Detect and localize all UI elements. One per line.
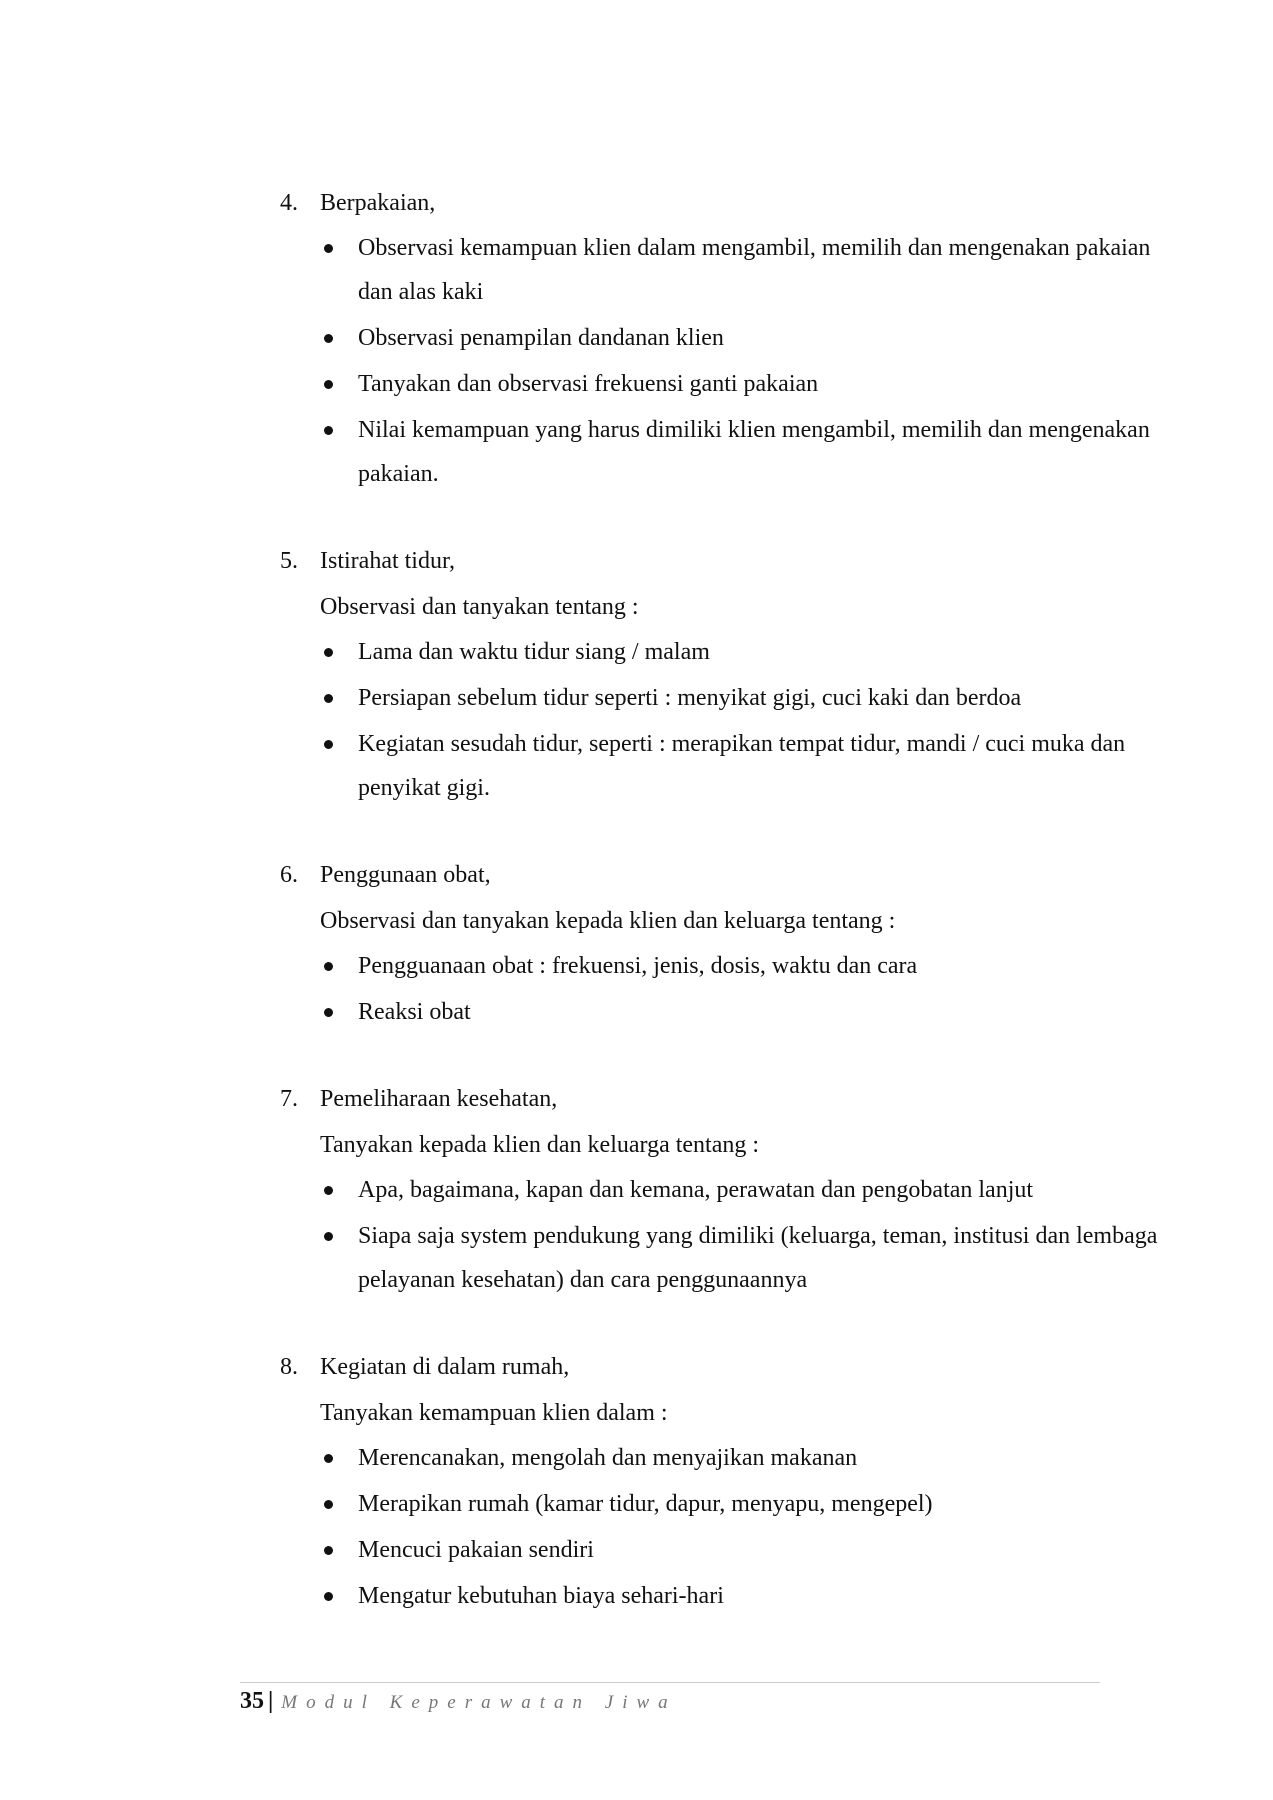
bullet-icon [324,1546,333,1555]
bullet-item [320,316,1160,360]
bullet-icon [324,1186,333,1195]
section-number: 5. [280,548,298,574]
bullet-icon [324,1232,333,1241]
bullet-text: Reaksi obat [358,999,471,1025]
bullet-list [280,1436,1160,1618]
bullet-text: Nilai kemampuan yang harus dimiliki klien mengambil, memilih dan mengenakan pakaian. [358,417,1150,487]
bullet-text: Merencanakan, mengolah dan menyajikan makanan [358,1445,858,1471]
bullet-text: Apa, bagaimana, kapan dan kemana, perawatan dan pengobatan lanjut [358,1177,1034,1203]
bullet-text: Mengatur kebutuhan biaya sehari-hari [358,1583,724,1609]
bullet-icon [324,1454,333,1463]
section-4 [280,1076,1160,1302]
section-heading [280,1344,1160,1390]
section-1 [280,180,1160,496]
bullet-list [280,226,1160,496]
bullet-text: Observasi kemampuan klien dalam mengambil, memilih dan mengenakan pakaian dan alas kaki [358,235,1151,305]
bullet-icon [324,426,333,435]
bullet-item [320,676,1160,720]
bullet-item [320,408,1160,496]
section-title: Istirahat tidur, [320,548,455,574]
section-intro: Tanyakan kepada klien dan keluarga tentang : [320,1132,760,1158]
footer-title: Modul Keperawatan Jiwa [281,1692,677,1713]
bullet-icon [324,1500,333,1509]
footer-separator: | [268,1688,274,1714]
bullet-item [320,362,1160,406]
section-3 [280,852,1160,1034]
section-intro: Observasi dan tanyakan tentang : [320,594,639,620]
bullet-list [280,1168,1160,1302]
bullet-item [320,630,1160,674]
section-title: Pemeliharaan kesehatan, [320,1086,558,1112]
page-footer [240,1688,677,1715]
section-title: Penggunaan obat, [320,862,491,888]
section-number: 7. [280,1086,298,1112]
page-number: 35 [240,1688,264,1714]
section-2 [280,538,1160,810]
bullet-item [320,1574,1160,1618]
section-title: Berpakaian, [320,190,436,216]
bullet-text: Kegiatan sesudah tidur, seperti : merapikan tempat tidur, mandi / cuci muka dan penyikat gigi. [358,731,1126,801]
bullet-icon [324,740,333,749]
bullet-icon [324,648,333,657]
bullet-item [320,944,1160,988]
bullet-item [320,1436,1160,1480]
section-heading [280,180,1160,226]
bullet-text: Siapa saja system pendukung yang dimiliki (keluarga, teman, institusi dan lembaga pelayanan kesehatan) dan cara penggunaannya [358,1223,1158,1293]
section-number: 8. [280,1354,298,1380]
section-title: Kegiatan di dalam rumah, [320,1354,570,1380]
bullet-text: Tanyakan dan observasi frekuensi ganti pakaian [358,371,819,397]
bullet-icon [324,380,333,389]
bullet-text: Pengguanaan obat : frekuensi, jenis, dosis, waktu dan cara [358,953,918,979]
section-5 [280,1344,1160,1618]
footer-divider [240,1682,1100,1683]
section-heading [280,1076,1160,1122]
bullet-text: Merapikan rumah (kamar tidur, dapur, menyapu, mengepel) [358,1491,933,1517]
bullet-icon [324,1592,333,1601]
bullet-icon [324,1008,333,1017]
bullet-icon [324,334,333,343]
bullet-icon [324,244,333,253]
bullet-item [320,226,1160,314]
bullet-icon [324,962,333,971]
section-heading [280,538,1160,584]
bullet-text: Lama dan waktu tidur siang / malam [358,639,710,665]
section-number: 4. [280,190,298,216]
bullet-text: Observasi penampilan dandanan klien [358,325,724,351]
section-intro: Observasi dan tanyakan kepada klien dan keluarga tentang : [320,908,896,934]
bullet-text: Persiapan sebelum tidur seperti : menyikat gigi, cuci kaki dan berdoa [358,685,1022,711]
bullet-item [320,722,1160,810]
bullet-item [320,1482,1160,1526]
document-body [280,180,1160,1660]
bullet-item [320,990,1160,1034]
bullet-item [320,1528,1160,1572]
section-number: 6. [280,862,298,888]
bullet-item [320,1214,1160,1302]
bullet-text: Mencuci pakaian sendiri [358,1537,594,1563]
section-intro: Tanyakan kemampuan klien dalam : [320,1400,668,1426]
bullet-icon [324,694,333,703]
bullet-list [280,630,1160,810]
section-heading [280,852,1160,898]
bullet-item [320,1168,1160,1212]
bullet-list [280,944,1160,1034]
